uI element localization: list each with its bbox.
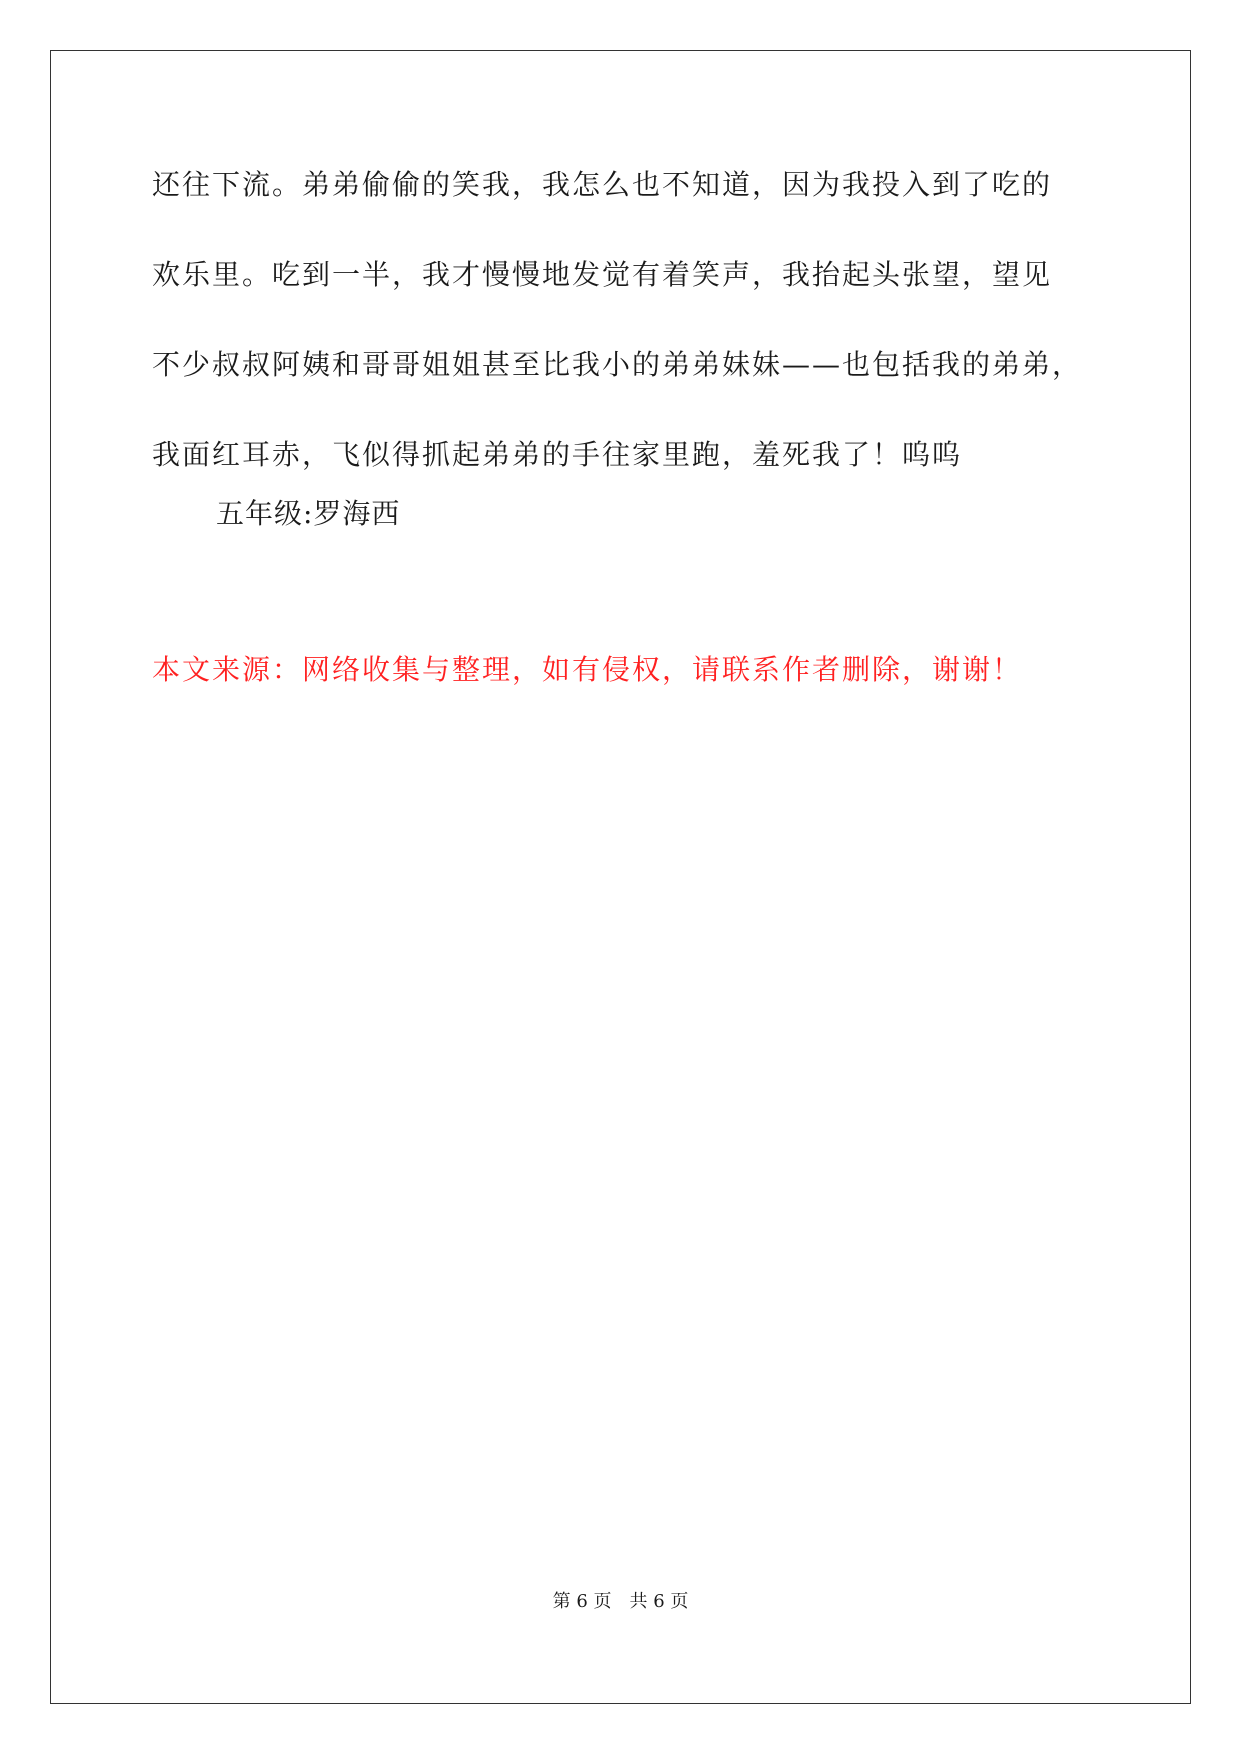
paragraph-line: 还往下流。弟弟偷偷的笑我，我怎么也不知道，因为我投入到了吃的 [152,168,1053,201]
source-disclaimer: 本文来源：网络收集与整理，如有侵权，请联系作者删除，谢谢！ [152,653,1023,686]
page-border [50,50,1191,1704]
paragraph-line: 我面红耳赤，飞似得抓起弟弟的手往家里跑，羞死我了！呜呜 [152,438,963,471]
paragraph-line: 欢乐里。吃到一半，我才慢慢地发觉有着笑声，我抬起头张望，望见 [152,258,1053,291]
page-number-footer: 第 6 页 共 6 页 [552,1591,689,1612]
author-signature: 五年级:罗海西 [216,497,401,530]
paragraph-line: 不少叔叔阿姨和哥哥姐姐甚至比我小的弟弟妹妹——也包括我的弟弟， [152,348,1083,381]
